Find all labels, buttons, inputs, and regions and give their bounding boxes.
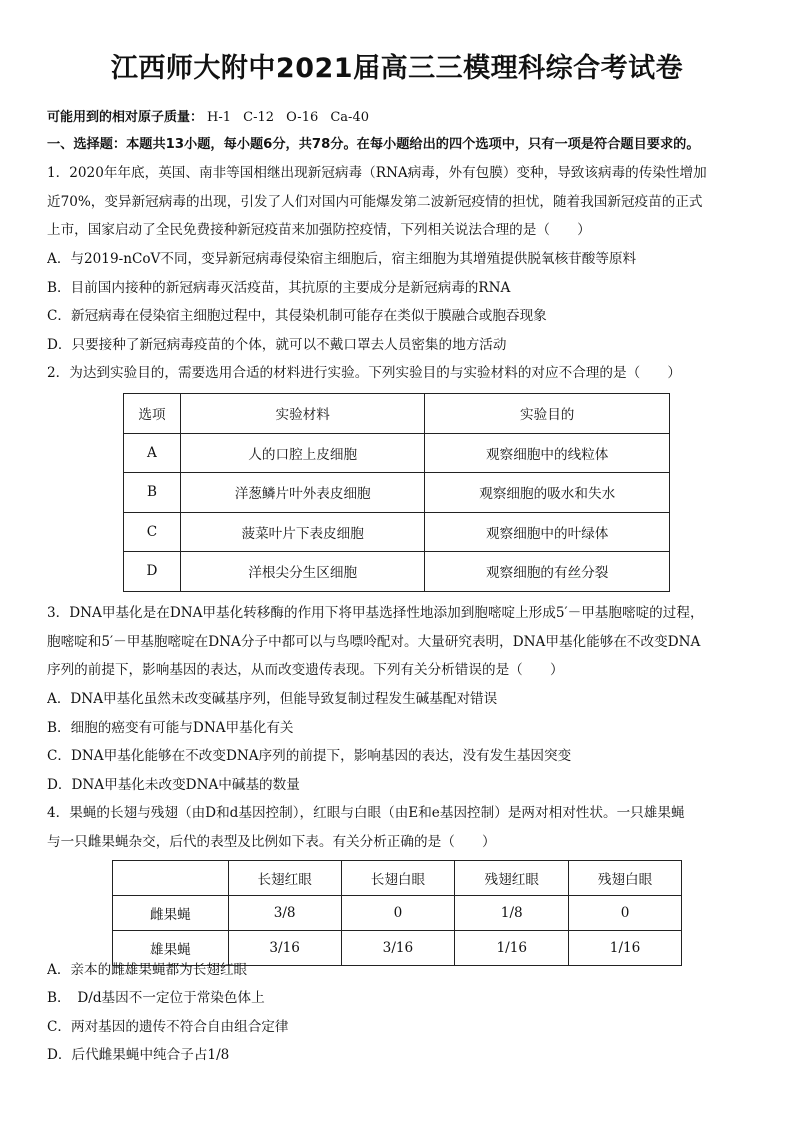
q4-table xyxy=(112,860,682,966)
table-cell: 菠菜叶片下表皮细胞 xyxy=(180,512,425,552)
table-header-cell: 选项 xyxy=(124,394,181,434)
table-row xyxy=(124,512,670,552)
atomic-mass-values: H-1 C-12 O-16 Ca-40 xyxy=(207,110,369,125)
table-cell: 3/8 xyxy=(228,896,341,931)
table-cell: 1/16 xyxy=(455,931,569,966)
table-header-cell: 实验目的 xyxy=(425,394,670,434)
q1-option-b: B．目前国内接种的新冠病毒灭活疫苗，其抗原的主要成分是新冠病毒的RNA xyxy=(47,280,511,296)
q4-option-b: B． D/d基因不一定位于常染色体上 xyxy=(47,990,265,1006)
table-row xyxy=(113,896,682,931)
q3-option-b: B．细胞的癌变有可能与DNA甲基化有关 xyxy=(47,720,294,736)
atomic-mass-line xyxy=(47,108,757,127)
table-cell: 3/16 xyxy=(341,931,455,966)
q4-option-c: C．两对基因的遗传不符合自由组合定律 xyxy=(47,1019,289,1035)
table-cell: 0 xyxy=(569,896,682,931)
q1-option-c: C．新冠病毒在侵染宿主细胞过程中，其侵染机制可能存在类似于膜融合或胞吞现象 xyxy=(47,308,547,324)
q3-option-d: D．DNA甲基化未改变DNA中碱基的数量 xyxy=(47,777,300,793)
table-header-row xyxy=(124,394,670,434)
exam-title: 江西师大附中2021届高三三模理科综合考试卷 xyxy=(110,53,684,84)
table-cell: B xyxy=(124,473,181,513)
table-cell: 雌果蝇 xyxy=(113,896,229,931)
table-header-cell: 长翅红眼 xyxy=(228,861,341,896)
q4-stem-line: 4．果蝇的长翅与残翅（由D和d基因控制），红眼与白眼（由E和e基因控制）是两对相对性状。一只雄果蝇 xyxy=(47,805,685,821)
q4-option-a: A．亲本的雌雄果蝇都为长翅红眼 xyxy=(47,962,248,978)
q3-stem-line: 序列的前提下，影响基因的表达，从而改变遗传表现。下列有关分析错误的是（ ） xyxy=(47,662,564,678)
table-cell: 人的口腔上皮细胞 xyxy=(180,433,425,473)
table-cell: 洋根尖分生区细胞 xyxy=(180,552,425,592)
table-cell: 雄果蝇 xyxy=(113,931,229,966)
table-cell: A xyxy=(124,433,181,473)
q1-option-d: D．只要接种了新冠病毒疫苗的个体，就可以不戴口罩去人员密集的地方活动 xyxy=(47,337,507,353)
table-cell: 3/16 xyxy=(228,931,341,966)
table-cell: D xyxy=(124,552,181,592)
table-cell: 观察细胞中的叶绿体 xyxy=(425,512,670,552)
section-header: 一、选择题：本题共13小题，每小题6分，共78分。在每小题给出的四个选项中，只有一项是符合题目要求的。 xyxy=(47,137,700,152)
q4-option-d: D．后代雌果蝇中纯合子占1/8 xyxy=(47,1047,230,1063)
table-row xyxy=(124,433,670,473)
q2-stem: 2．为达到实验目的，需要选用合适的材料进行实验。下列实验目的与实验材料的对应不合理的是（ ） xyxy=(47,365,681,381)
table-row xyxy=(124,552,670,592)
table-cell: 1/16 xyxy=(569,931,682,966)
q1-stem-line: 上市，国家启动了全民免费接种新冠疫苗来加强防控疫情，下列相关说法合理的是（ ） xyxy=(47,222,591,238)
q1-stem-line: 近70%，变异新冠病毒的出现，引发了人们对国内可能爆发第二波新冠疫情的担忧，随着我国新冠疫苗的正式 xyxy=(47,194,703,210)
table-cell: 观察细胞的吸水和失水 xyxy=(425,473,670,513)
q1-stem-line: 1．2020年年底，英国、南非等国相继出现新冠病毒（RNA病毒，外有包膜）变种，导致该病毒的传染性增加 xyxy=(47,165,707,181)
q3-stem-line: 胞嘧啶和5′－甲基胞嘧啶在DNA分子中都可以与鸟嘌呤配对。大量研究表明，DNA甲基化能够在不改变DNA xyxy=(47,634,701,650)
table-cell: C xyxy=(124,512,181,552)
table-header-cell xyxy=(113,861,229,896)
table-cell: 观察细胞中的线粒体 xyxy=(425,433,670,473)
q4-stem-line: 与一只雌果蝇杂交，后代的表型及比例如下表。有关分析正确的是（ ） xyxy=(47,834,496,850)
atomic-mass-label: 可能用到的相对原子质量： xyxy=(47,110,204,125)
q1-option-a: A．与2019-nCoV不同，变异新冠病毒侵染宿主细胞后，宿主细胞为其增殖提供脱氧核苷酸等原料 xyxy=(47,251,637,267)
q3-option-c: C．DNA甲基化能够在不改变DNA序列的前提下，影响基因的表达，没有发生基因突变 xyxy=(47,748,572,764)
q3-option-a: A．DNA甲基化虽然未改变碱基序列，但能导致复制过程发生碱基配对错误 xyxy=(47,691,498,707)
q3-stem-line: 3．DNA甲基化是在DNA甲基化转移酶的作用下将甲基选择性地添加到胞嘧啶上形成5′－甲基胞嘧啶的过程， xyxy=(47,605,704,621)
table-header-cell: 实验材料 xyxy=(180,394,425,434)
q2-table xyxy=(123,393,670,592)
table-header-cell: 残翅红眼 xyxy=(455,861,569,896)
table-header-cell: 长翅白眼 xyxy=(341,861,455,896)
table-cell: 1/8 xyxy=(455,896,569,931)
table-cell: 0 xyxy=(341,896,455,931)
table-cell: 洋葱鳞片叶外表皮细胞 xyxy=(180,473,425,513)
table-header-row xyxy=(113,861,682,896)
table-row xyxy=(124,473,670,513)
table-header-cell: 残翅白眼 xyxy=(569,861,682,896)
table-cell: 观察细胞的有丝分裂 xyxy=(425,552,670,592)
